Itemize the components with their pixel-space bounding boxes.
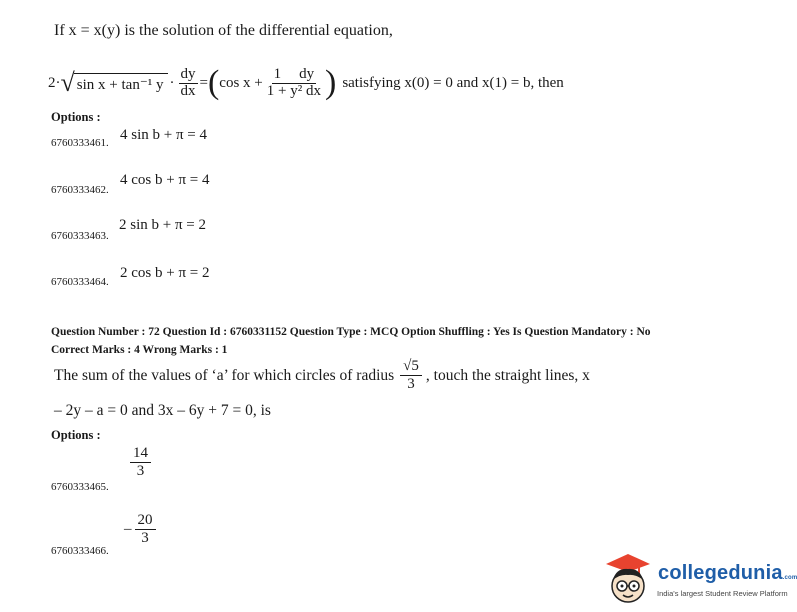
eq-dot: · xyxy=(169,74,175,91)
brand-name-text: collegedunia xyxy=(658,562,783,584)
brand-suffix: .com xyxy=(782,575,797,581)
inner-num-dy: dy xyxy=(299,65,315,82)
paren-close: ) xyxy=(324,64,337,101)
radius-denominator: 3 xyxy=(407,376,415,393)
radius-numerator: √5 xyxy=(400,358,422,376)
lhs-denominator: dx xyxy=(180,82,196,99)
sqrt-expression xyxy=(61,70,168,96)
option-6-frac xyxy=(135,512,156,548)
option-5-numerator: 14 xyxy=(130,445,151,463)
inner-numerator xyxy=(272,67,317,84)
option-6-fraction[interactable] xyxy=(124,512,156,548)
radicand: sin x + tan⁻¹ y xyxy=(74,73,168,94)
question2-text-line2: – 2y – a = 0 and 3x – 6y + 7 = 0, is xyxy=(54,402,271,419)
option-3-id: 6760333463. xyxy=(51,230,109,242)
option-5-id: 6760333465. xyxy=(51,481,109,493)
question1-intro: If x = x(y) is the solution of the differential equation, xyxy=(54,22,393,39)
collegedunia-logo xyxy=(602,550,797,610)
eq-coef: 2· xyxy=(48,74,61,91)
question1-options-label: Options : xyxy=(51,110,101,124)
option-2-id: 6760333462. xyxy=(51,184,109,196)
option-5-denominator: 3 xyxy=(136,463,145,480)
inner-num-one: 1 xyxy=(273,65,282,82)
paren-open: ( xyxy=(207,64,220,101)
question1-condition: satisfying x(0) = 0 and x(1) = b, then xyxy=(342,74,564,91)
option-6-sign: – xyxy=(124,521,132,538)
question2-text-line1 xyxy=(54,358,590,394)
student-mascot-icon xyxy=(602,550,654,608)
question2-text-part2: , touch the straight lines, x xyxy=(425,366,590,384)
option-1-text[interactable]: 4 sin b + π = 4 xyxy=(120,127,207,143)
question2-text-part1: The sum of the values of ‘a’ for which circles of radius xyxy=(54,366,395,384)
lhs-fraction xyxy=(179,67,198,100)
inner-denominator: 1 + y² dx xyxy=(266,82,321,99)
option-2-text[interactable]: 4 cos b + π = 4 xyxy=(120,172,210,188)
brand-name xyxy=(658,562,797,585)
radical-sign-icon: √ xyxy=(60,68,75,97)
eq-equals: = xyxy=(199,74,208,91)
brand-tagline: India's largest Student Review Platform xyxy=(657,589,788,598)
option-6-denominator: 3 xyxy=(141,530,149,547)
option-6-numerator: 20 xyxy=(135,512,156,530)
option-1-id: 6760333461. xyxy=(51,137,109,149)
option-5-frac xyxy=(130,445,151,481)
option-6-id: 6760333466. xyxy=(51,545,109,557)
option-4-id: 6760333464. xyxy=(51,276,109,288)
question2-options-label: Options : xyxy=(51,428,101,442)
radius-fraction xyxy=(400,358,422,394)
lhs-numerator: dy xyxy=(180,65,196,82)
cos-term: cos x + xyxy=(219,74,263,91)
inner-fraction xyxy=(265,67,323,100)
option-3-text[interactable]: 2 sin b + π = 2 xyxy=(119,217,206,233)
option-4-text[interactable]: 2 cos b + π = 2 xyxy=(120,265,210,281)
question2-meta-line1: Question Number : 72 Question Id : 6760331152 Question Type : MCQ Option Shuffling : Yes Is Question Mandatory : No xyxy=(51,326,651,338)
option-5-fraction[interactable] xyxy=(130,444,151,481)
differential-equation xyxy=(48,60,564,106)
question2-meta-line2: Correct Marks : 4 Wrong Marks : 1 xyxy=(51,344,228,356)
